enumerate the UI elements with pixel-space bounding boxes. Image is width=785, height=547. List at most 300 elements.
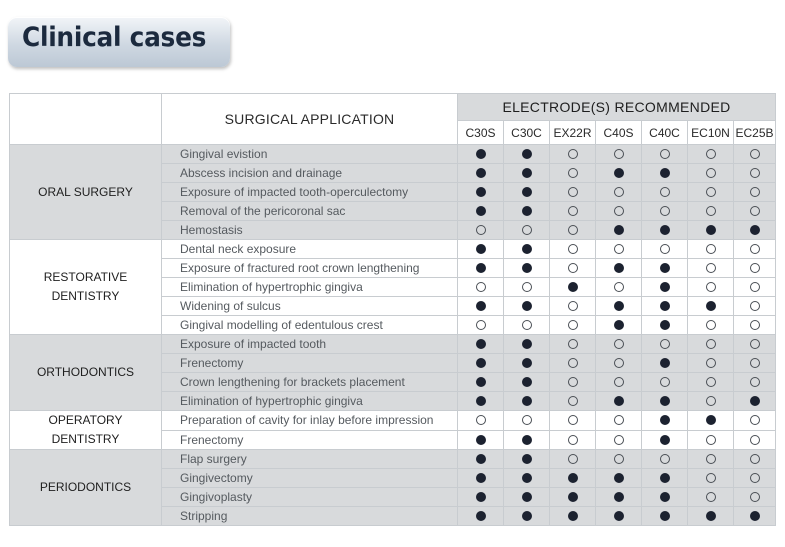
filled-circle-icon bbox=[522, 435, 532, 445]
filled-circle-icon bbox=[476, 187, 486, 197]
recommendation-cell bbox=[688, 164, 734, 183]
empty-circle-icon bbox=[660, 149, 670, 159]
recommendation-cell bbox=[642, 488, 688, 507]
recommendation-cell bbox=[550, 450, 596, 469]
filled-circle-icon bbox=[706, 301, 716, 311]
recommendation-cell bbox=[504, 316, 550, 335]
recommendation-cell bbox=[458, 145, 504, 164]
empty-circle-icon bbox=[706, 187, 716, 197]
recommendation-cell bbox=[504, 411, 550, 431]
category-cell bbox=[10, 450, 162, 526]
recommendation-cell bbox=[688, 183, 734, 202]
recommendation-cell bbox=[504, 221, 550, 240]
recommendation-cell bbox=[550, 202, 596, 221]
recommendation-cell bbox=[596, 450, 642, 469]
recommendation-cell bbox=[550, 164, 596, 183]
recommendation-cell bbox=[596, 430, 642, 450]
empty-circle-icon bbox=[614, 187, 624, 197]
category-cell bbox=[10, 411, 162, 450]
filled-circle-icon bbox=[476, 206, 486, 216]
empty-circle-icon bbox=[568, 377, 578, 387]
recommendation-cell bbox=[504, 183, 550, 202]
filled-circle-icon bbox=[476, 473, 486, 483]
filled-circle-icon bbox=[522, 358, 532, 368]
empty-circle-icon bbox=[750, 206, 760, 216]
recommendation-cell bbox=[458, 373, 504, 392]
table-row bbox=[10, 335, 776, 354]
recommendation-cell bbox=[688, 297, 734, 316]
filled-circle-icon bbox=[476, 301, 486, 311]
empty-circle-icon bbox=[660, 377, 670, 387]
filled-circle-icon bbox=[476, 149, 486, 159]
recommendation-cell bbox=[734, 316, 776, 335]
recommendation-cell bbox=[596, 354, 642, 373]
recommendation-cell bbox=[550, 392, 596, 411]
empty-circle-icon bbox=[750, 149, 760, 159]
empty-circle-icon bbox=[568, 206, 578, 216]
recommendation-cell bbox=[688, 392, 734, 411]
recommendation-cell bbox=[642, 202, 688, 221]
recommendation-cell bbox=[596, 164, 642, 183]
filled-circle-icon bbox=[522, 454, 532, 464]
filled-circle-icon bbox=[476, 358, 486, 368]
recommendation-cell bbox=[458, 507, 504, 526]
empty-circle-icon bbox=[568, 263, 578, 273]
recommendation-cell bbox=[504, 488, 550, 507]
recommendation-cell bbox=[688, 316, 734, 335]
recommendation-cell bbox=[688, 202, 734, 221]
application-cell: Gingivectomy bbox=[162, 469, 458, 488]
filled-circle-icon bbox=[476, 244, 486, 254]
recommendation-cell bbox=[550, 240, 596, 259]
recommendation-cell bbox=[504, 297, 550, 316]
empty-circle-icon bbox=[750, 358, 760, 368]
filled-circle-icon bbox=[476, 339, 486, 349]
electrodes-recommended-header: ELECTRODE(S) RECOMMENDED bbox=[458, 94, 776, 121]
clinical-cases-table bbox=[9, 93, 776, 526]
recommendation-cell bbox=[596, 278, 642, 297]
recommendation-cell bbox=[504, 430, 550, 450]
recommendation-cell bbox=[688, 240, 734, 259]
empty-circle-icon bbox=[706, 492, 716, 502]
empty-circle-icon bbox=[750, 282, 760, 292]
empty-circle-icon bbox=[750, 187, 760, 197]
recommendation-cell bbox=[642, 450, 688, 469]
empty-circle-icon bbox=[706, 263, 716, 273]
recommendation-cell bbox=[734, 278, 776, 297]
recommendation-cell bbox=[458, 392, 504, 411]
recommendation-cell bbox=[688, 469, 734, 488]
recommendation-cell bbox=[550, 183, 596, 202]
recommendation-cell bbox=[642, 354, 688, 373]
electrode-code-header: C40C bbox=[642, 121, 688, 145]
table-row bbox=[10, 240, 776, 259]
empty-circle-icon bbox=[750, 415, 760, 425]
filled-circle-icon bbox=[750, 396, 760, 406]
empty-circle-icon bbox=[706, 435, 716, 445]
empty-circle-icon bbox=[750, 339, 760, 349]
filled-circle-icon bbox=[522, 206, 532, 216]
electrode-code-header: C30C bbox=[504, 121, 550, 145]
recommendation-cell bbox=[550, 145, 596, 164]
category-label: ORTHODONTICS bbox=[36, 365, 135, 379]
recommendation-cell bbox=[734, 488, 776, 507]
category-label: RESTORATIVE DENTISTRY bbox=[43, 270, 128, 303]
filled-circle-icon bbox=[614, 511, 624, 521]
filled-circle-icon bbox=[522, 396, 532, 406]
empty-circle-icon bbox=[476, 225, 486, 235]
recommendation-cell bbox=[688, 507, 734, 526]
recommendation-cell bbox=[596, 259, 642, 278]
filled-circle-icon bbox=[614, 473, 624, 483]
filled-circle-icon bbox=[706, 225, 716, 235]
recommendation-cell bbox=[504, 278, 550, 297]
application-cell: Hemostasis bbox=[162, 221, 458, 240]
empty-circle-icon bbox=[614, 377, 624, 387]
empty-circle-icon bbox=[750, 301, 760, 311]
recommendation-cell bbox=[458, 411, 504, 431]
electrode-code-header: C30S bbox=[458, 121, 504, 145]
filled-circle-icon bbox=[522, 377, 532, 387]
recommendation-cell bbox=[642, 297, 688, 316]
category-label: OPERATORY DENTISTRY bbox=[48, 413, 123, 446]
recommendation-cell bbox=[504, 450, 550, 469]
recommendation-cell bbox=[458, 469, 504, 488]
recommendation-cell bbox=[734, 145, 776, 164]
recommendation-cell bbox=[688, 373, 734, 392]
recommendation-cell bbox=[688, 145, 734, 164]
application-cell: Frenectomy bbox=[162, 354, 458, 373]
filled-circle-icon bbox=[614, 492, 624, 502]
recommendation-cell bbox=[734, 354, 776, 373]
recommendation-cell bbox=[458, 221, 504, 240]
recommendation-cell bbox=[642, 373, 688, 392]
table-body bbox=[10, 145, 776, 526]
recommendation-cell bbox=[688, 488, 734, 507]
recommendation-cell bbox=[458, 430, 504, 450]
filled-circle-icon bbox=[568, 473, 578, 483]
recommendation-cell bbox=[688, 221, 734, 240]
recommendation-cell bbox=[504, 259, 550, 278]
recommendation-cell bbox=[596, 316, 642, 335]
filled-circle-icon bbox=[568, 492, 578, 502]
electrode-code-header: EX22R bbox=[550, 121, 596, 145]
application-cell: Elimination of hypertrophic gingiva bbox=[162, 278, 458, 297]
filled-circle-icon bbox=[706, 415, 716, 425]
filled-circle-icon bbox=[660, 473, 670, 483]
recommendation-cell bbox=[596, 411, 642, 431]
recommendation-cell bbox=[734, 450, 776, 469]
filled-circle-icon bbox=[476, 377, 486, 387]
recommendation-cell bbox=[504, 335, 550, 354]
recommendation-cell bbox=[504, 392, 550, 411]
table-row bbox=[10, 411, 776, 431]
recommendation-cell bbox=[642, 259, 688, 278]
application-cell: Exposure of fractured root crown lengthening bbox=[162, 259, 458, 278]
filled-circle-icon bbox=[750, 511, 760, 521]
recommendation-cell bbox=[596, 183, 642, 202]
empty-circle-icon bbox=[522, 320, 532, 330]
recommendation-cell bbox=[688, 278, 734, 297]
empty-circle-icon bbox=[660, 339, 670, 349]
recommendation-cell bbox=[550, 488, 596, 507]
empty-circle-icon bbox=[660, 244, 670, 254]
filled-circle-icon bbox=[522, 301, 532, 311]
empty-circle-icon bbox=[706, 206, 716, 216]
recommendation-cell bbox=[642, 240, 688, 259]
empty-circle-icon bbox=[614, 206, 624, 216]
empty-circle-icon bbox=[614, 149, 624, 159]
filled-circle-icon bbox=[476, 511, 486, 521]
empty-circle-icon bbox=[750, 244, 760, 254]
filled-circle-icon bbox=[476, 435, 486, 445]
recommendation-cell bbox=[642, 221, 688, 240]
filled-circle-icon bbox=[522, 149, 532, 159]
empty-circle-icon bbox=[476, 282, 486, 292]
category-cell bbox=[10, 335, 162, 411]
empty-circle-icon bbox=[614, 358, 624, 368]
recommendation-cell bbox=[734, 164, 776, 183]
recommendation-cell bbox=[642, 316, 688, 335]
application-cell: Gingival evistion bbox=[162, 145, 458, 164]
recommendation-cell bbox=[734, 202, 776, 221]
recommendation-cell bbox=[642, 392, 688, 411]
filled-circle-icon bbox=[660, 435, 670, 445]
electrode-code-header: C40S bbox=[596, 121, 642, 145]
filled-circle-icon bbox=[706, 511, 716, 521]
recommendation-cell bbox=[458, 183, 504, 202]
filled-circle-icon bbox=[476, 168, 486, 178]
application-cell: Dental neck exposure bbox=[162, 240, 458, 259]
filled-circle-icon bbox=[614, 168, 624, 178]
filled-circle-icon bbox=[476, 492, 486, 502]
electrode-code-header: EC10N bbox=[688, 121, 734, 145]
recommendation-cell bbox=[550, 373, 596, 392]
recommendation-cell bbox=[642, 411, 688, 431]
recommendation-cell bbox=[642, 430, 688, 450]
empty-circle-icon bbox=[706, 454, 716, 464]
recommendation-cell bbox=[596, 221, 642, 240]
filled-circle-icon bbox=[660, 415, 670, 425]
recommendation-cell bbox=[734, 221, 776, 240]
filled-circle-icon bbox=[614, 263, 624, 273]
recommendation-cell bbox=[596, 392, 642, 411]
recommendation-cell bbox=[550, 335, 596, 354]
empty-circle-icon bbox=[568, 339, 578, 349]
recommendation-cell bbox=[734, 430, 776, 450]
recommendation-cell bbox=[688, 411, 734, 431]
application-cell: Frenectomy bbox=[162, 430, 458, 450]
empty-circle-icon bbox=[476, 415, 486, 425]
empty-circle-icon bbox=[706, 244, 716, 254]
application-cell: Flap surgery bbox=[162, 450, 458, 469]
recommendation-cell bbox=[642, 335, 688, 354]
recommendation-cell bbox=[458, 297, 504, 316]
recommendation-cell bbox=[458, 278, 504, 297]
filled-circle-icon bbox=[660, 320, 670, 330]
recommendation-cell bbox=[734, 469, 776, 488]
recommendation-cell bbox=[550, 411, 596, 431]
empty-circle-icon bbox=[706, 473, 716, 483]
empty-circle-icon bbox=[706, 168, 716, 178]
application-cell: Exposure of impacted tooth bbox=[162, 335, 458, 354]
empty-circle-icon bbox=[750, 263, 760, 273]
recommendation-cell bbox=[504, 354, 550, 373]
empty-circle-icon bbox=[568, 225, 578, 235]
recommendation-cell bbox=[504, 164, 550, 183]
application-cell: Abscess incision and drainage bbox=[162, 164, 458, 183]
recommendation-cell bbox=[550, 297, 596, 316]
recommendation-cell bbox=[734, 240, 776, 259]
recommendation-cell bbox=[734, 411, 776, 431]
empty-circle-icon bbox=[750, 473, 760, 483]
recommendation-cell bbox=[642, 145, 688, 164]
recommendation-cell bbox=[596, 335, 642, 354]
filled-circle-icon bbox=[522, 511, 532, 521]
recommendation-cell bbox=[504, 373, 550, 392]
recommendation-cell bbox=[504, 202, 550, 221]
recommendation-cell bbox=[504, 145, 550, 164]
filled-circle-icon bbox=[660, 358, 670, 368]
recommendation-cell bbox=[596, 145, 642, 164]
filled-circle-icon bbox=[522, 492, 532, 502]
category-cell bbox=[10, 240, 162, 335]
application-cell: Gingivoplasty bbox=[162, 488, 458, 507]
filled-circle-icon bbox=[476, 263, 486, 273]
table-row bbox=[10, 145, 776, 164]
application-cell: Gingival modelling of edentulous crest bbox=[162, 316, 458, 335]
filled-circle-icon bbox=[660, 396, 670, 406]
empty-circle-icon bbox=[614, 282, 624, 292]
filled-circle-icon bbox=[660, 492, 670, 502]
filled-circle-icon bbox=[614, 320, 624, 330]
recommendation-cell bbox=[550, 354, 596, 373]
recommendation-cell bbox=[642, 507, 688, 526]
filled-circle-icon bbox=[614, 396, 624, 406]
recommendation-cell bbox=[688, 335, 734, 354]
recommendation-cell bbox=[550, 316, 596, 335]
empty-circle-icon bbox=[522, 225, 532, 235]
filled-circle-icon bbox=[522, 263, 532, 273]
recommendation-cell bbox=[458, 488, 504, 507]
recommendation-cell bbox=[550, 278, 596, 297]
empty-circle-icon bbox=[568, 320, 578, 330]
recommendation-cell bbox=[642, 183, 688, 202]
recommendation-cell bbox=[688, 354, 734, 373]
empty-circle-icon bbox=[706, 339, 716, 349]
recommendation-cell bbox=[458, 450, 504, 469]
recommendation-cell bbox=[504, 240, 550, 259]
recommendation-cell bbox=[642, 278, 688, 297]
page-title: Clinical cases bbox=[22, 22, 207, 53]
empty-circle-icon bbox=[614, 435, 624, 445]
recommendation-cell bbox=[458, 240, 504, 259]
application-cell: Removal of the pericoronal sac bbox=[162, 202, 458, 221]
recommendation-cell bbox=[596, 240, 642, 259]
empty-circle-icon bbox=[522, 415, 532, 425]
recommendation-cell bbox=[504, 507, 550, 526]
filled-circle-icon bbox=[522, 339, 532, 349]
filled-circle-icon bbox=[522, 168, 532, 178]
empty-circle-icon bbox=[568, 168, 578, 178]
filled-circle-icon bbox=[614, 225, 624, 235]
recommendation-cell bbox=[596, 507, 642, 526]
category-header bbox=[10, 94, 162, 145]
recommendation-cell bbox=[596, 297, 642, 316]
recommendation-cell bbox=[458, 164, 504, 183]
filled-circle-icon bbox=[660, 168, 670, 178]
empty-circle-icon bbox=[660, 187, 670, 197]
filled-circle-icon bbox=[660, 282, 670, 292]
empty-circle-icon bbox=[568, 396, 578, 406]
recommendation-cell bbox=[550, 430, 596, 450]
empty-circle-icon bbox=[568, 454, 578, 464]
empty-circle-icon bbox=[568, 187, 578, 197]
empty-circle-icon bbox=[476, 320, 486, 330]
empty-circle-icon bbox=[614, 244, 624, 254]
filled-circle-icon bbox=[522, 473, 532, 483]
recommendation-cell bbox=[734, 392, 776, 411]
filled-circle-icon bbox=[660, 263, 670, 273]
category-label: ORAL SURGERY bbox=[38, 184, 133, 199]
recommendation-cell bbox=[734, 259, 776, 278]
recommendation-cell bbox=[596, 469, 642, 488]
filled-circle-icon bbox=[750, 225, 760, 235]
empty-circle-icon bbox=[750, 454, 760, 464]
application-cell: Crown lengthening for brackets placement bbox=[162, 373, 458, 392]
recommendation-cell bbox=[596, 488, 642, 507]
filled-circle-icon bbox=[476, 396, 486, 406]
recommendation-cell bbox=[458, 316, 504, 335]
empty-circle-icon bbox=[614, 415, 624, 425]
recommendation-cell bbox=[734, 373, 776, 392]
application-cell: Preparation of cavity for inlay before impression bbox=[162, 411, 458, 431]
recommendation-cell bbox=[596, 202, 642, 221]
empty-circle-icon bbox=[522, 282, 532, 292]
application-cell: Stripping bbox=[162, 507, 458, 526]
recommendation-cell bbox=[550, 259, 596, 278]
recommendation-cell bbox=[458, 259, 504, 278]
recommendation-cell bbox=[458, 354, 504, 373]
recommendation-cell bbox=[550, 469, 596, 488]
recommendation-cell bbox=[642, 164, 688, 183]
empty-circle-icon bbox=[706, 396, 716, 406]
application-cell: Exposure of impacted tooth-operculectomy bbox=[162, 183, 458, 202]
empty-circle-icon bbox=[706, 149, 716, 159]
recommendation-cell bbox=[688, 259, 734, 278]
recommendation-cell bbox=[688, 450, 734, 469]
filled-circle-icon bbox=[476, 454, 486, 464]
application-cell: Widening of sulcus bbox=[162, 297, 458, 316]
empty-circle-icon bbox=[750, 320, 760, 330]
filled-circle-icon bbox=[522, 244, 532, 254]
recommendation-cell bbox=[458, 335, 504, 354]
filled-circle-icon bbox=[660, 225, 670, 235]
electrode-code-header: EC25B bbox=[734, 121, 776, 145]
filled-circle-icon bbox=[660, 301, 670, 311]
recommendation-cell bbox=[734, 335, 776, 354]
empty-circle-icon bbox=[750, 492, 760, 502]
category-label: PERIODONTICS bbox=[39, 480, 132, 494]
empty-circle-icon bbox=[750, 377, 760, 387]
empty-circle-icon bbox=[614, 339, 624, 349]
recommendation-cell bbox=[550, 507, 596, 526]
recommendation-cell bbox=[688, 430, 734, 450]
recommendation-cell bbox=[734, 183, 776, 202]
empty-circle-icon bbox=[614, 454, 624, 464]
empty-circle-icon bbox=[568, 244, 578, 254]
empty-circle-icon bbox=[706, 282, 716, 292]
